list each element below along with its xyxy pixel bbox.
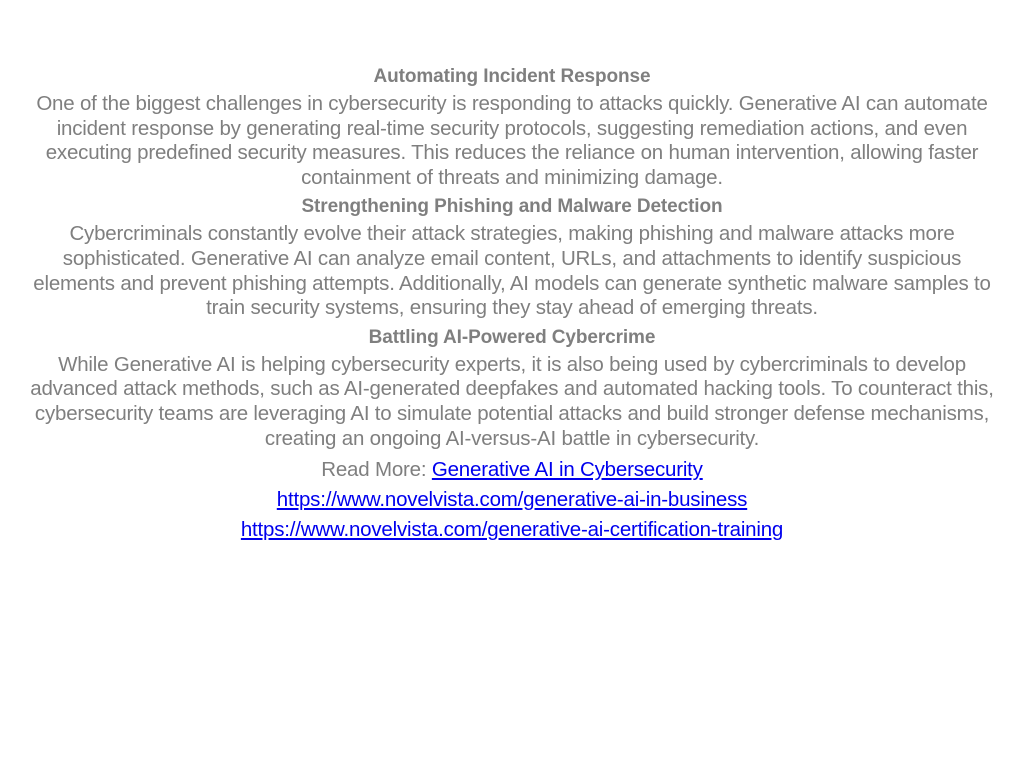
url-link-business[interactable]: https://www.novelvista.com/generative-ai-in-business bbox=[276, 488, 748, 512]
section-body-ai-cybercrime: While Generative AI is helping cybersecurity experts, it is also being used by cybercriminals to develop advanced attack methods, such as AI-generated deepfakes and automated hacking tools. To counteract this, cybersecurity teams are leveraging AI to simulate potential attacks and build stronger defense mechanisms, creating an ongoing AI-versus-AI battle in cybersecurity. bbox=[30, 352, 994, 450]
section-body-phishing-detection: Cybercriminals constantly evolve their attack strategies, making phishing and malware attacks more sophisticated. Generative AI can analyze email content, URLs, and attachments to identify suspicious elements and prevent phishing attempts. Additionally, AI models can generate synthetic malware samples to train security systems, ensuring they stay ahead of emerging threats. bbox=[33, 222, 991, 320]
read-more-link[interactable]: Generative AI in Cybersecurity bbox=[431, 458, 703, 482]
section-title-incident-response: Automating Incident Response bbox=[373, 66, 651, 87]
url-link-certification[interactable]: https://www.novelvista.com/generative-ai-certification-training bbox=[240, 518, 784, 542]
slide-content bbox=[30, 64, 994, 545]
section-body-incident-response: One of the biggest challenges in cybersecurity is responding to attacks quickly. Generative AI can automate incident response by generating real-time security protocols, suggesting remediation actions, and even executing predefined security measures. This reduces the reliance on human intervention, allowing faster containment of threats and minimizing damage. bbox=[36, 92, 988, 189]
url-line-business bbox=[30, 485, 994, 515]
url-line-certification bbox=[30, 515, 994, 545]
read-more-label: Read More: bbox=[321, 458, 432, 482]
section-title-ai-cybercrime: Battling AI-Powered Cybercrime bbox=[368, 326, 656, 348]
section-title-phishing-detection: Strengthening Phishing and Malware Detection bbox=[301, 196, 723, 218]
read-more-line bbox=[30, 455, 994, 485]
links-block bbox=[30, 455, 994, 545]
